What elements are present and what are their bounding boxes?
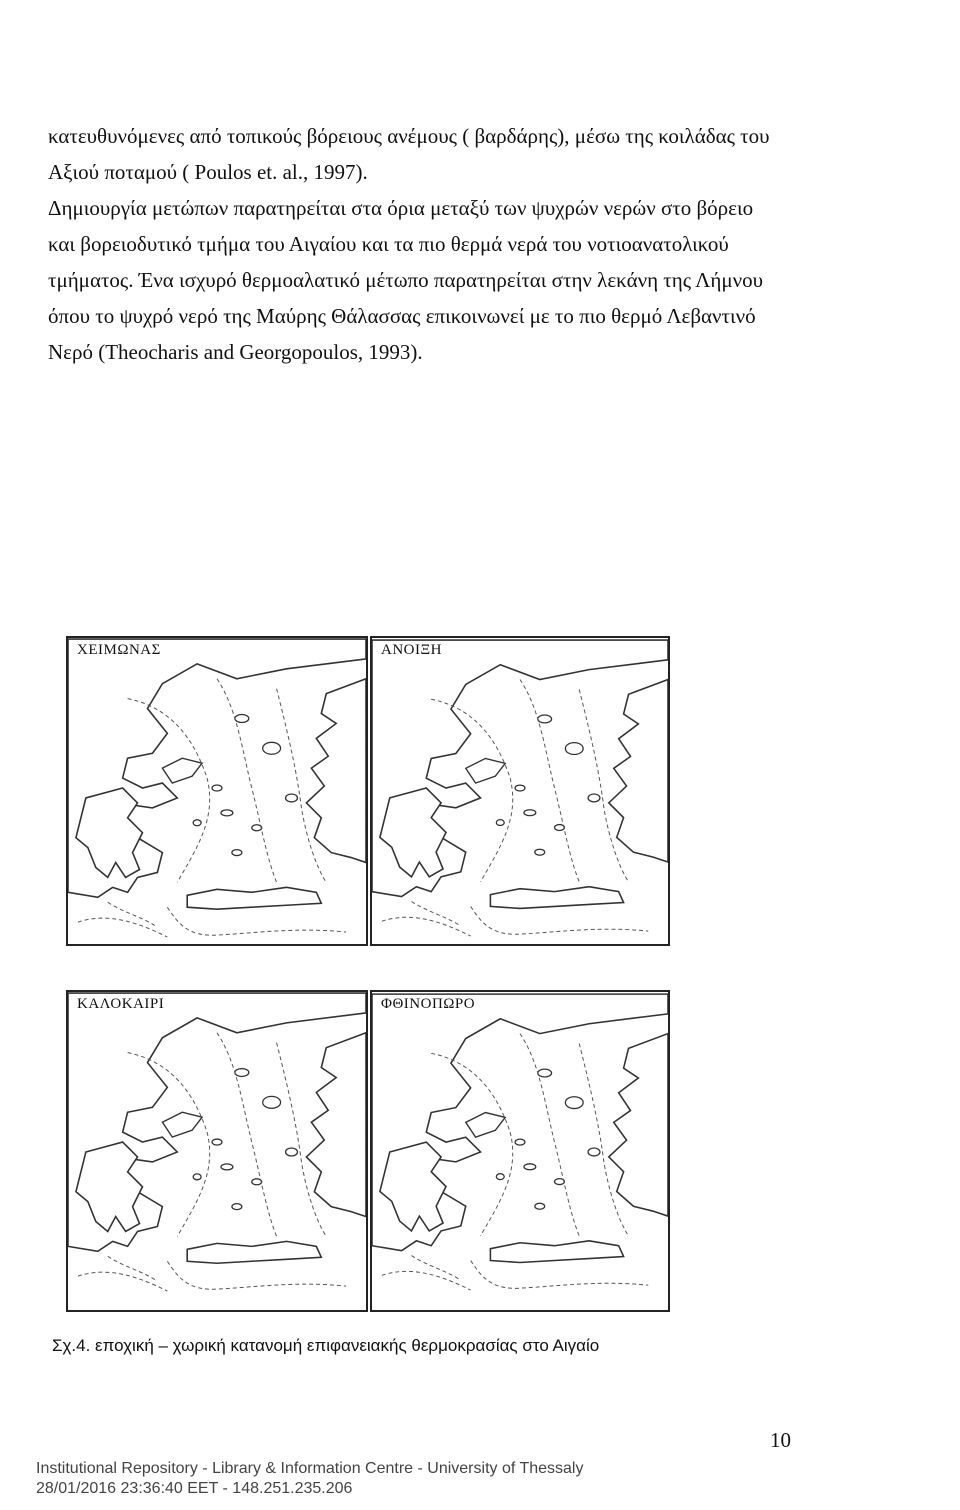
body-line: Νερό (Theocharis and Georgopoulos, 1993). (48, 340, 423, 364)
aegean-map-image (68, 992, 366, 1310)
footer-repository: Institutional Repository - Library & Information Centre - University of Thessaly (36, 1460, 584, 1477)
map-summer (66, 990, 368, 1312)
map-label-spring: ΑΝΟΙΞΗ (378, 642, 445, 659)
map-label-autumn: ΦΘΙΝΟΠΩΡΟ (378, 996, 478, 1013)
body-line: Αξιού ποταμού ( Poulos et. al., 1997). (48, 160, 368, 184)
body-text (48, 118, 898, 370)
map-autumn (370, 990, 670, 1312)
aegean-map-image (372, 638, 668, 944)
page-number: 10 (770, 1428, 791, 1452)
aegean-map-image (68, 638, 366, 944)
body-line: και βορειοδυτικό τμήμα του Αιγαίου και τα πιο θερμά νερά του νοτιοανατολικού (48, 232, 729, 256)
figure-caption: Σχ.4. εποχική – χωρική κατανομή επιφανειακής θερμοκρασίας στο Αιγαίο (52, 1336, 600, 1355)
body-line: όπου το ψυχρό νερό της Μαύρης Θάλασσας επικοινωνεί με το πιο θερμό Λεβαντινό (48, 304, 756, 328)
body-line: Δημιουργία μετώπων παρατηρείται στα όρια μεταξύ των ψυχρών νερών στο βόρειο (48, 196, 754, 220)
aegean-map-image (372, 992, 668, 1310)
body-line: κατευθυνόμενες από τοπικούς βόρειους ανέμους ( βαρδάρης), μέσω της κοιλάδας του (48, 124, 770, 148)
map-label-winter: ΧΕΙΜΩΝΑΣ (74, 642, 164, 659)
footer-timestamp: 28/01/2016 23:36:40 EET - 148.251.235.206 (36, 1480, 353, 1497)
map-label-summer: ΚΑΛΟΚΑΙΡΙ (74, 996, 167, 1013)
body-line: τμήματος. Ένα ισχυρό θερμοαλατικό μέτωπο παρατηρείται στην λεκάνη της Λήμνου (48, 268, 763, 292)
map-winter (66, 636, 368, 946)
map-spring (370, 636, 670, 946)
